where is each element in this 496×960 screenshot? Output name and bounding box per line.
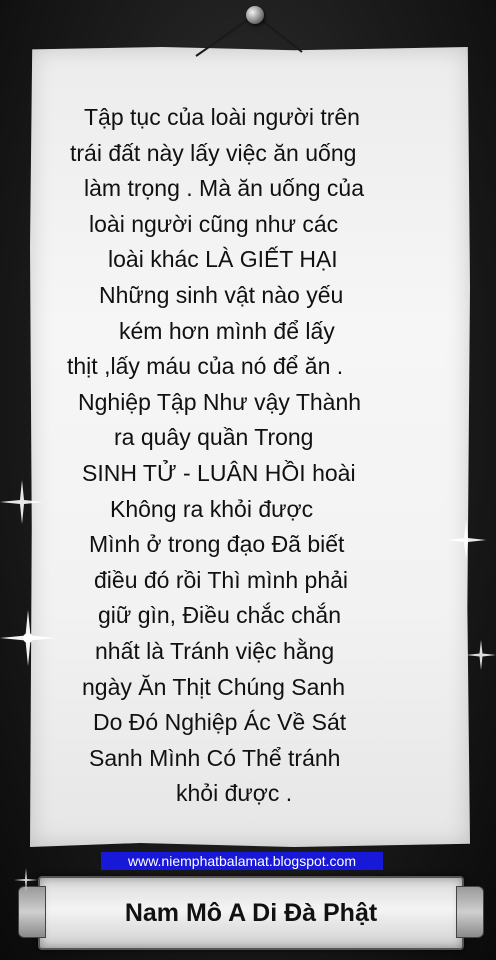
poem-line: điều đó rồi Thì mình phải [94, 566, 349, 593]
poem-line: Do Đó Nghiệp Ác Về Sát [93, 709, 347, 736]
push-pin-icon [246, 6, 264, 24]
poem-line: Tập tục của loài người trên [84, 104, 360, 130]
footer-banner [38, 876, 464, 950]
poem-line: Sanh Mình Có Thể tránh [89, 744, 341, 771]
poem-line: Không ra khỏi được [110, 495, 314, 522]
poem-line: SINH TỬ - LUÂN HỒI hoài [82, 459, 356, 486]
poem-line: khỏi được . [176, 780, 293, 807]
poem-line: giữ gìn, Điều chắc chắn [98, 602, 341, 629]
poem-line: Nghiệp Tập Như vậy Thành [78, 388, 362, 415]
poem-line: kém hơn mình để lấy [119, 317, 335, 344]
poem-line: nhất là Tránh việc hằng [95, 637, 335, 664]
poem-line: loài người cũng như các [89, 210, 339, 237]
poem-line: Mình ở trong đạo Đã biết [89, 531, 345, 558]
poem-line: làm trọng . Mà ăn uống của [84, 175, 364, 202]
poem-line: loài khác LÀ GIẾT HẠI [108, 246, 338, 273]
sparkle-icon [14, 868, 38, 892]
banner-text: Nam Mô A Di Đà Phật [124, 898, 378, 927]
blog-url-link[interactable]: www.niemphatbalamat.blogspot.com [101, 852, 383, 870]
poem-line: Những sinh vật nào yếu [99, 281, 344, 308]
sparkle-icon [446, 520, 486, 560]
poem-line: trái đất này lấy việc ăn uống [70, 139, 357, 166]
poem-line: ngày Ăn Thịt Chúng Sanh [82, 673, 345, 700]
sparkle-icon [466, 640, 496, 670]
sparkle-icon [0, 610, 56, 666]
poem-line: thịt ,lấy máu của nó để ăn . [67, 353, 344, 380]
poem-text [30, 100, 470, 812]
poem-line: ra quây quần Trong [114, 424, 314, 451]
sparkle-icon [0, 480, 44, 524]
